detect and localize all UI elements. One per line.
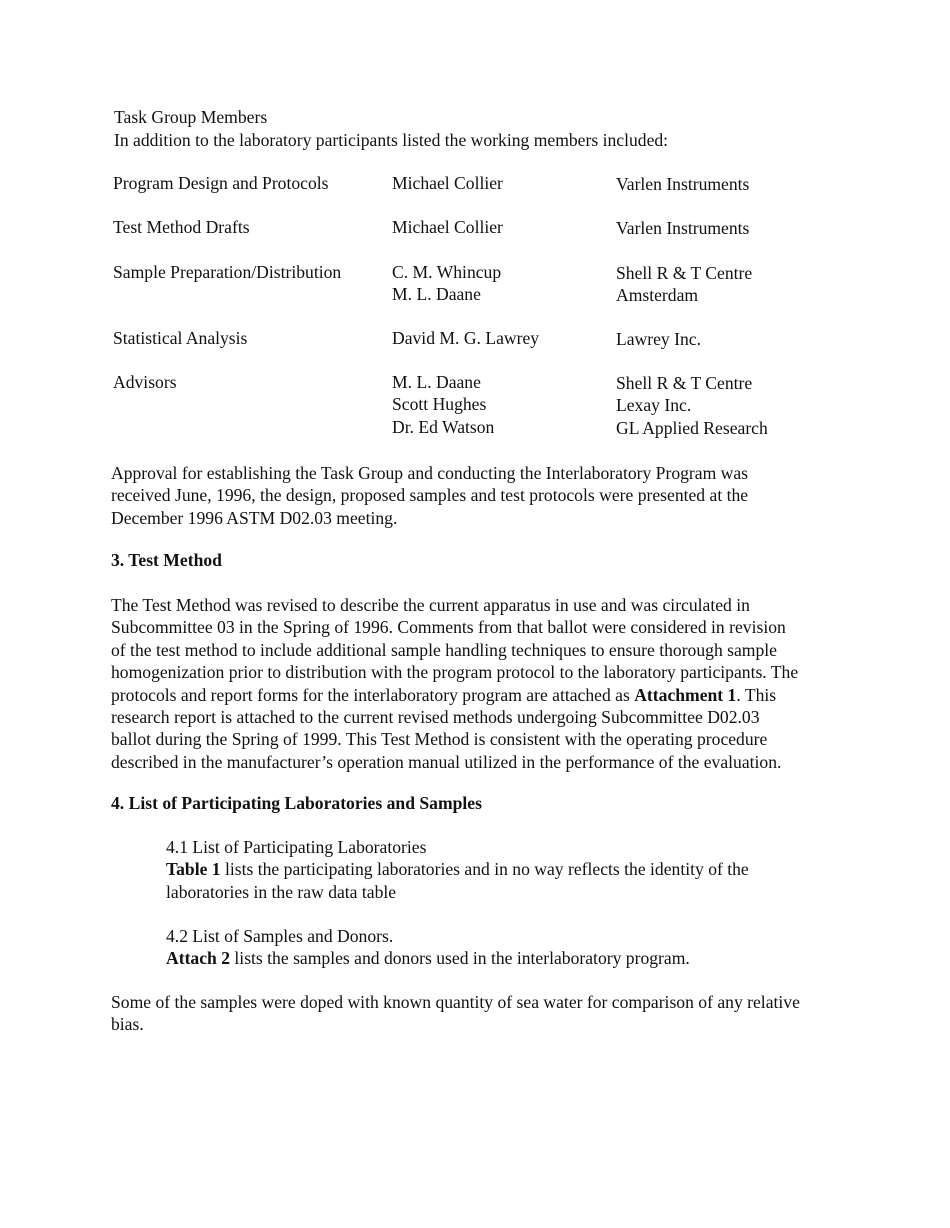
subsection-4-2 (166, 925, 846, 970)
attachment-pre-text: protocols and report forms for the interlaboratory program are attached as (111, 684, 635, 705)
approval-line: received June, 1996, the design, proposed samples and test protocols were presented at the (111, 485, 749, 506)
closing-paragraph (111, 991, 841, 1036)
member-org: Lawrey Inc. (616, 329, 701, 349)
section-4-heading: 4. List of Participating Laboratories and Samples (111, 793, 482, 813)
member-name: Scott Hughes (392, 394, 487, 415)
section-3-line: homogenization prior to distribution with the program protocol to the laboratory participants. The (111, 662, 799, 683)
attachment-1-ref: Attachment 1 (634, 684, 737, 705)
approval-paragraph (111, 462, 841, 529)
approval-line: Approval for establishing the Task Group and conducting the Interlaboratory Program was (111, 463, 749, 483)
closing-line: Some of the samples were doped with known quantity of sea water for comparison of any relative (111, 992, 800, 1012)
subsection-4-1-line: laboratories in the raw data table (166, 881, 397, 902)
section-3-line-attachment (111, 684, 841, 706)
member-orgs (616, 328, 856, 350)
subsection-4-2-title: 4.2 List of Samples and Donors. (166, 926, 394, 946)
member-org: Lexay Inc. (616, 395, 692, 416)
subsection-4-1-line (166, 858, 846, 880)
member-orgs (616, 372, 856, 439)
task-group-intro: In addition to the laboratory participants listed the working members included: (114, 130, 669, 150)
member-role: Statistical Analysis (113, 328, 248, 348)
member-names (392, 371, 612, 438)
member-role: Advisors (113, 372, 177, 392)
member-org: Shell R & T Centre (616, 263, 753, 283)
section-3-line: The Test Method was revised to describe the current apparatus in use and was circulated in (111, 595, 750, 615)
member-orgs (616, 262, 856, 307)
table-1-ref: Table 1 (166, 859, 221, 880)
section-3-line: Subcommittee 03 in the Spring of 1996. Comments from that ballot were considered in revision (111, 617, 786, 638)
member-name: Dr. Ed Watson (392, 416, 495, 437)
subsection-4-1-text: lists the participating laboratories and in no way reflects the identity of the (220, 859, 749, 880)
member-role: Sample Preparation/Distribution (113, 262, 342, 282)
attachment-post-text: . This (736, 684, 777, 705)
member-name: C. M. Whincup (392, 262, 502, 282)
member-name: David M. G. Lawrey (392, 328, 540, 348)
member-org: Amsterdam (616, 285, 699, 306)
member-name: M. L. Daane (392, 284, 481, 305)
member-names (392, 216, 612, 238)
member-name: Michael Collier (392, 217, 503, 237)
section-3-paragraph (111, 594, 841, 773)
subsection-4-2-line (166, 947, 846, 969)
member-orgs (616, 217, 856, 239)
task-group-title: Task Group Members (114, 107, 268, 127)
member-orgs (616, 173, 856, 195)
approval-line: December 1996 ASTM D02.03 meeting. (111, 507, 398, 528)
member-role: Test Method Drafts (113, 217, 250, 237)
member-names (392, 261, 612, 306)
subsection-4-1 (166, 836, 846, 903)
member-org: Shell R & T Centre (616, 373, 753, 393)
member-name: M. L. Daane (392, 372, 481, 392)
subsection-4-2-text: lists the samples and donors used in the interlaboratory program. (230, 948, 690, 969)
section-3-line: research report is attached to the current revised methods undergoing Subcommittee D02.03 (111, 707, 760, 728)
member-name: Michael Collier (392, 173, 503, 193)
section-3-line: described in the manufacturer’s operation manual utilized in the performance of the evaluation. (111, 751, 782, 772)
member-names (392, 327, 612, 349)
section-3-line: ballot during the Spring of 1999. This Test Method is consistent with the operating procedure (111, 729, 768, 750)
member-names (392, 172, 612, 194)
member-role: Program Design and Protocols (113, 173, 329, 193)
section-3-heading: 3. Test Method (111, 550, 222, 570)
member-org: Varlen Instruments (616, 218, 750, 238)
section-3-line: of the test method to include additional sample handling techniques to ensure thorough sample (111, 639, 777, 660)
closing-line: bias. (111, 1014, 144, 1035)
attach-2-ref: Attach 2 (166, 948, 231, 969)
subsection-4-1-title: 4.1 List of Participating Laboratories (166, 837, 427, 857)
member-org: Varlen Instruments (616, 174, 750, 194)
member-org: GL Applied Research (616, 417, 768, 438)
